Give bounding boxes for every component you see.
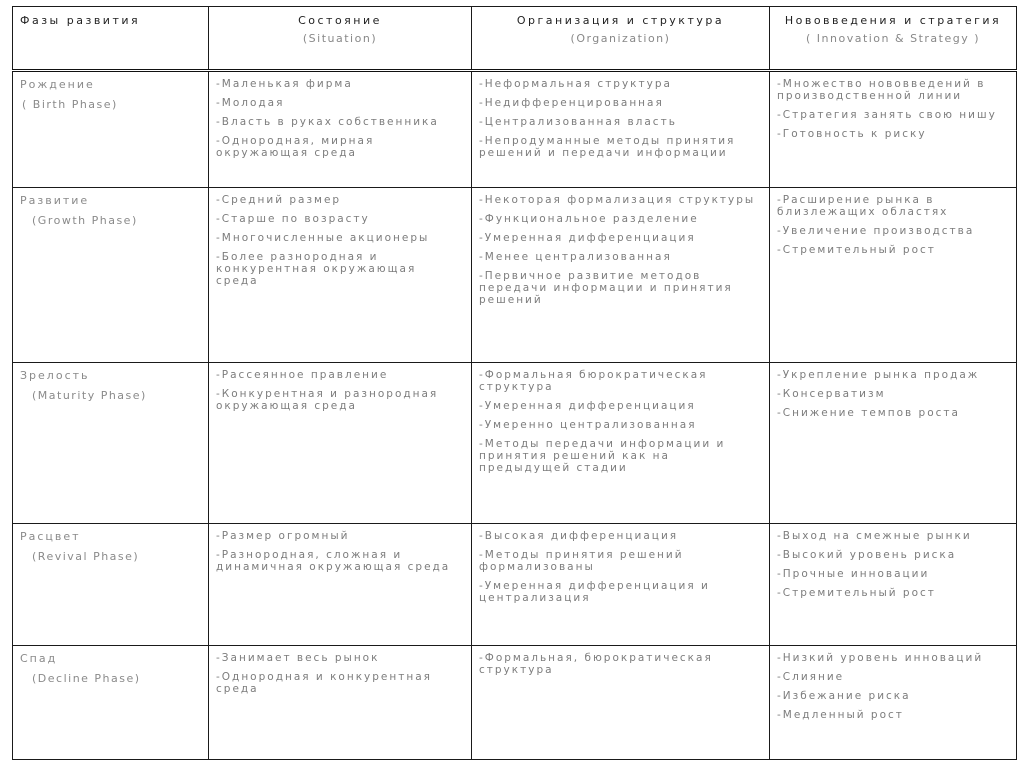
innovation-item: -Стратегия занять свою нишу bbox=[777, 109, 997, 121]
organization-item: -Умеренная дифференциация и централизация bbox=[479, 580, 710, 604]
header-phase-label: Фазы развития bbox=[20, 14, 141, 27]
organization-item: -Менее централизованная bbox=[479, 251, 672, 263]
innovation-item: -Стремительный рост bbox=[777, 587, 936, 599]
phase-cell bbox=[13, 188, 209, 363]
innovation-cell bbox=[770, 188, 1017, 363]
situation-cell bbox=[209, 188, 472, 363]
organization-item: -Функциональное разделение bbox=[479, 213, 699, 225]
phase-cell bbox=[13, 363, 209, 524]
situation-item: -Власть в руках собственника bbox=[216, 116, 439, 128]
phase-name: Спад bbox=[20, 652, 58, 665]
phase-cell bbox=[13, 71, 209, 188]
header-situation bbox=[209, 7, 472, 71]
situation-cell bbox=[209, 524, 472, 646]
innovation-cell bbox=[770, 524, 1017, 646]
header-organization bbox=[472, 7, 770, 71]
situation-item: -Более разнородная и конкурентная окружающая среда bbox=[216, 251, 417, 287]
innovation-cell bbox=[770, 71, 1017, 188]
organization-cell bbox=[472, 646, 770, 760]
table-row bbox=[13, 524, 1017, 646]
header-innovation bbox=[770, 7, 1017, 71]
organization-item: -Умеренная дифференциация bbox=[479, 400, 696, 412]
organization-cell bbox=[472, 188, 770, 363]
organization-item: -Неформальная структура bbox=[479, 78, 672, 90]
phase-name: Расцвет bbox=[20, 530, 81, 543]
situation-item: -Размер огромный bbox=[216, 530, 350, 542]
innovation-item: -Прочные инновации bbox=[777, 568, 930, 580]
innovation-item: -Выход на смежные рынки bbox=[777, 530, 972, 542]
innovation-item: -Медленный рост bbox=[777, 709, 904, 721]
phase-name-en: ( Birth Phase) bbox=[22, 98, 118, 111]
organization-item: -Централизованная власть bbox=[479, 116, 677, 128]
lifecycle-table-wrapper bbox=[12, 6, 1016, 760]
phase-name-en: (Growth Phase) bbox=[32, 214, 138, 227]
situation-item: -Молодая bbox=[216, 97, 285, 109]
situation-item: -Многочисленные акционеры bbox=[216, 232, 430, 244]
innovation-cell bbox=[770, 646, 1017, 760]
phase-name: Развитие bbox=[20, 194, 90, 207]
organization-item: -Недифференцированная bbox=[479, 97, 664, 109]
situation-cell bbox=[209, 363, 472, 524]
organization-item: -Умеренная дифференциация bbox=[479, 232, 696, 244]
organization-item: -Методы передачи информации и принятия решений как на предыдущей стадии bbox=[479, 438, 726, 474]
table-body bbox=[13, 71, 1017, 760]
innovation-item: -Множество нововведений в производственной линии bbox=[777, 78, 986, 102]
situation-item: -Однородная и конкурентная среда bbox=[216, 671, 432, 695]
header-innovation-label: Нововведения и стратегия bbox=[784, 14, 1002, 27]
phase-name: Зрелость bbox=[20, 369, 90, 382]
situation-item: -Разнородная, сложная и динамичная окружающая среда bbox=[216, 549, 451, 573]
organization-item: -Высокая дифференциация bbox=[479, 530, 679, 542]
situation-item: -Маленькая фирма bbox=[216, 78, 353, 90]
organization-cell bbox=[472, 524, 770, 646]
header-row bbox=[13, 7, 1017, 71]
organization-item: -Первичное развитие методов передачи информации и принятия решений bbox=[479, 270, 733, 306]
organization-lifecycle-table bbox=[12, 6, 1017, 760]
table-row bbox=[13, 646, 1017, 760]
table-row bbox=[13, 71, 1017, 188]
situation-cell bbox=[209, 646, 472, 760]
phase-name: Рождение bbox=[20, 78, 95, 91]
phase-name-en: (Maturity Phase) bbox=[32, 389, 147, 402]
organization-cell bbox=[472, 71, 770, 188]
header-innovation-en: ( Innovation & Strategy ) bbox=[805, 32, 981, 45]
phase-cell bbox=[13, 646, 209, 760]
table-row bbox=[13, 188, 1017, 363]
innovation-item: -Расширение рынка в близлежащих областях bbox=[777, 194, 949, 218]
innovation-item: -Консерватизм bbox=[777, 388, 886, 400]
organization-item: -Формальная, бюрократическая структура bbox=[479, 652, 713, 676]
phase-cell bbox=[13, 524, 209, 646]
innovation-item: -Высокий уровень риска bbox=[777, 549, 957, 561]
header-organization-label: Организация и структура bbox=[516, 14, 725, 27]
organization-item: -Методы принятия решений формализованы bbox=[479, 549, 684, 573]
innovation-item: -Избежание риска bbox=[777, 690, 911, 702]
innovation-item: -Готовность к риску bbox=[777, 128, 927, 140]
situation-item: -Конкурентная и разнородная окружающая среда bbox=[216, 388, 439, 412]
header-phase bbox=[13, 7, 209, 71]
innovation-item: -Снижение темпов роста bbox=[777, 407, 960, 419]
organization-item: -Некоторая формализация структуры bbox=[479, 194, 756, 206]
situation-item: -Средний размер bbox=[216, 194, 342, 206]
situation-item: -Старше по возрасту bbox=[216, 213, 370, 225]
phase-name-en: (Revival Phase) bbox=[32, 550, 140, 563]
organization-item: -Умеренно централизованная bbox=[479, 419, 697, 431]
situation-item: -Однородная, мирная окружающая среда bbox=[216, 135, 375, 159]
situation-item: -Рассеянное правление bbox=[216, 369, 389, 381]
organization-item: -Формальная бюрократическая структура bbox=[479, 369, 708, 393]
header-situation-label: Состояние bbox=[298, 14, 382, 27]
innovation-item: -Слияние bbox=[777, 671, 845, 683]
organization-item: -Непродуманные методы принятия решений и передачи информации bbox=[479, 135, 736, 159]
situation-item: -Занимает весь рынок bbox=[216, 652, 380, 664]
innovation-item: -Стремительный рост bbox=[777, 244, 936, 256]
header-situation-en: (Situation) bbox=[302, 32, 378, 45]
innovation-item: -Укрепление рынка продаж bbox=[777, 369, 980, 381]
innovation-item: -Увеличение производства bbox=[777, 225, 975, 237]
organization-cell bbox=[472, 363, 770, 524]
phase-name-en: (Decline Phase) bbox=[32, 672, 141, 685]
header-organization-en: (Organization) bbox=[570, 32, 671, 45]
innovation-cell bbox=[770, 363, 1017, 524]
table-row bbox=[13, 363, 1017, 524]
situation-cell bbox=[209, 71, 472, 188]
innovation-item: -Низкий уровень инноваций bbox=[777, 652, 984, 664]
